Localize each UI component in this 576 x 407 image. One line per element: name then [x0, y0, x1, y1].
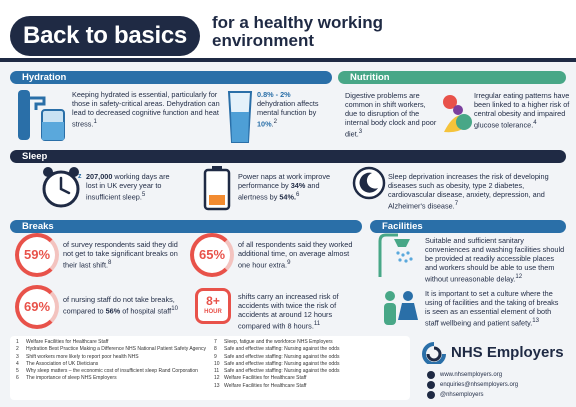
reference-item: 9 Safe and effective staffing: Nursing against the odds	[214, 353, 340, 360]
hydration-stat: 0.8% - 2% dehydration affects mental function by 10%.$^2$	[257, 90, 319, 129]
section-nutrition-bar: Nutrition	[338, 71, 566, 84]
reference-item: 12 Welfare Facilities for Healthcare Staff	[214, 375, 307, 382]
reference-item: 10 Safe and effective staffing: Nursing against the odds	[214, 360, 340, 367]
water-dispenser-icon	[14, 88, 69, 146]
sleep-stat-3: Sleep deprivation increases the risk of developing diseases such as obesity, type 2 diabetes, cardiovascular disease, anxiety, depression, and Alzheimer's disease.$^7$	[388, 172, 549, 211]
reference-item: 7 Sleep, fatigue and the workforce NHS Employers	[214, 339, 333, 345]
reference-item: 1 Welfare Facilities for Healthcare Staff	[16, 339, 109, 345]
water-glass-icon	[226, 88, 254, 146]
reference-item: 13 Welfare Facilities for Healthcare Staff	[214, 382, 307, 389]
hydration-text: Keeping hydrated is essential, particularly for those in safety-critical areas. Dehydration can lead to decreased cognitive function and heat stress.$^1$	[72, 90, 220, 129]
facilities-text-1: Suitable and sufficient sanitary conveniences and washing facilities should be provided at readily accessible places and workers should be able to use them without unreasonable delay.$^{12}$	[425, 236, 565, 284]
moon-icon	[352, 166, 386, 200]
section-facilities-bar: Facilities	[370, 220, 566, 233]
breaks-stat-3: of nursing staff do not take breaks, compared to 56% of hospital staff$^{10}$	[63, 295, 178, 316]
nhs-employers-logo	[421, 342, 571, 364]
sleep-stat-2: Power naps at work improve performance by 34% and alertness by 54%.$^6$	[238, 172, 331, 202]
website-link[interactable]: www.nhsemployers.org	[440, 371, 570, 379]
breaks-stat-2: of all respondents said they worked additional time, on average almost one hour extra.$^9$	[238, 240, 353, 270]
breaks-69-percent-badge: 69%	[15, 285, 59, 329]
nutrition-text-1: Digestive problems are common in shift workers, due to disruption of the internal body clock and poor diet.$^3$	[345, 91, 437, 139]
reference-item: 4 The Association of UK Dieticians	[16, 360, 99, 367]
reference-item: 2 Hydration Best Practice Making a Difference NHS National Patient Safety Agency	[16, 346, 206, 353]
breaks-59-percent-badge: 59%	[15, 233, 59, 277]
breaks-stat-4: shifts carry an increased risk of accidents with twice the risk of accidents at around 12 hours compared with 8 hours.$^{11}$	[238, 292, 339, 331]
shower-icon	[376, 233, 420, 281]
brand-name: NHS Employers	[451, 344, 564, 361]
twitter-link[interactable]: @nhsemployers	[440, 391, 570, 399]
references-box	[10, 336, 410, 400]
header	[0, 0, 576, 62]
reference-item: 11 Safe and effective staffing: Nursing against the odds	[214, 368, 340, 375]
svg-text:z: z	[78, 173, 82, 180]
globe-icon	[427, 371, 435, 379]
email-icon	[427, 381, 435, 389]
section-sleep-bar: Sleep	[10, 150, 566, 163]
breaks-stat-1: of survey respondents said they did not get to take significant breaks on their last shift.$^8$	[63, 240, 178, 270]
nhs-logo-icon	[421, 342, 447, 364]
page-subtitle: for a healthy working environment	[212, 13, 383, 50]
reference-item: 5 Why sleep matters – the economic cost of insufficient sleep Rand Corporation	[16, 368, 198, 375]
reference-item: 8 Safe and effective staffing: Nursing against the odds	[214, 346, 340, 353]
sleep-stat-1: 207,000 working days are lost in UK every year to insufficient sleep.$^5$	[86, 172, 170, 202]
reference-item: 3 Shift workers more likely to report poor health NHS	[16, 353, 139, 360]
page-title: Back to basics	[10, 16, 200, 56]
nutrition-text-2: Irregular eating patterns have been linked to a higher risk of central obesity and impaired glucose tolerance.$^4$	[474, 91, 570, 130]
battery-icon	[203, 165, 231, 211]
reference-item: 6 The importance of sleep NHS Employers	[16, 375, 117, 382]
twitter-icon	[427, 391, 435, 399]
references-column-1	[16, 339, 211, 383]
references-column-2	[214, 339, 409, 390]
section-breaks-bar: Breaks	[10, 220, 362, 233]
header-divider	[0, 58, 576, 62]
facilities-text-2: It is important to set a culture where the using of facilities and the taking of breaks is seen as an essential element of both staff wellbeing and patient safety.$^{13}$	[425, 289, 559, 328]
people-icon	[378, 288, 422, 328]
breaks-65-percent-badge: 65%	[190, 233, 234, 277]
alarm-clock-icon	[38, 164, 84, 210]
fruit-icon	[440, 88, 474, 138]
eight-hour-badge-icon: 8+ HOUR	[195, 288, 231, 324]
email-link[interactable]: enquiries@nhsemployers.org	[440, 381, 570, 389]
section-hydration-bar: Hydration	[10, 71, 332, 84]
